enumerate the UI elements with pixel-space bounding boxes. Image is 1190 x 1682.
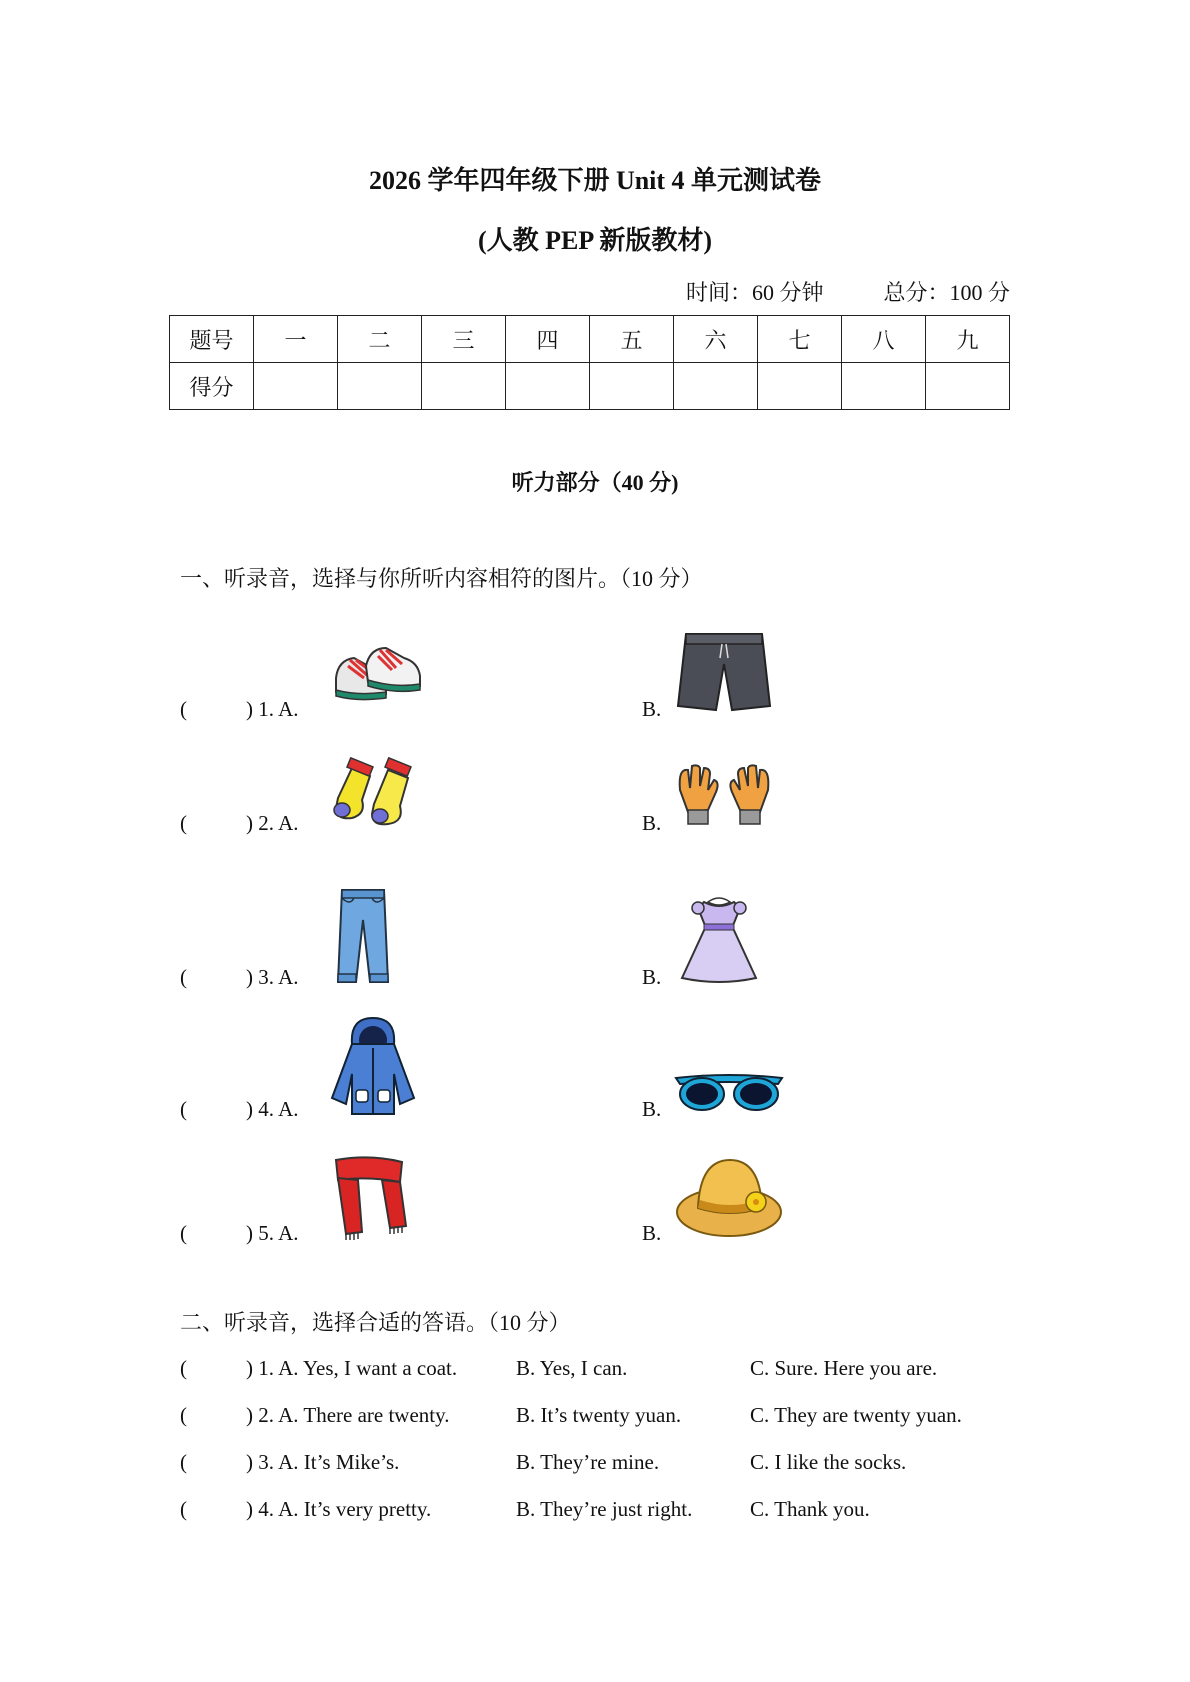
answer-paren[interactable]: ( [180, 1403, 187, 1427]
answer-paren[interactable]: ( [180, 1497, 187, 1521]
option-b-label: B. [642, 965, 662, 989]
score-cell-5: 五 [590, 316, 674, 363]
q1-item-number: ) 5. A. [246, 1221, 299, 1245]
sun-hat-icon[interactable] [674, 1152, 784, 1242]
q2-option-a: ) 4. A. It’s very pretty. [246, 1497, 432, 1521]
score-row-label: 得分 [170, 363, 254, 410]
score-blank[interactable] [254, 363, 338, 410]
score-cell-8: 八 [842, 316, 926, 363]
score-table [169, 315, 1010, 410]
q1-heading: 一、听录音，选择与你所听内容相符的图片。（10 分） [180, 566, 703, 591]
page-title: 2026 学年四年级下册 Unit 4 单元测试卷 [368, 166, 822, 195]
jeans-icon[interactable] [328, 886, 398, 986]
q2-option-c: C. Thank you. [750, 1497, 870, 1521]
score-blank[interactable] [506, 363, 590, 410]
socks-icon[interactable] [328, 748, 428, 832]
sneakers-icon[interactable] [328, 638, 428, 718]
sunglasses-icon[interactable] [674, 1068, 784, 1118]
q2-option-b: B. Yes, I can. [516, 1356, 628, 1380]
answer-paren[interactable]: ( [180, 1097, 187, 1121]
option-b-label: B. [642, 1221, 662, 1245]
q1-item-5 [180, 1136, 1080, 1246]
score-cell-3: 三 [422, 316, 506, 363]
score-blank[interactable] [590, 363, 674, 410]
answer-paren[interactable]: ( [180, 1450, 187, 1474]
gloves-icon[interactable] [674, 762, 774, 832]
score-blank[interactable] [926, 363, 1010, 410]
q2-option-a: ) 2. A. There are twenty. [246, 1403, 450, 1427]
page-subtitle: (人教 PEP 新版教材) [478, 226, 712, 255]
score-cell-2: 二 [338, 316, 422, 363]
answer-paren[interactable]: ( [180, 965, 187, 989]
option-b-label: B. [642, 811, 662, 835]
listening-section-title: 听力部分（40 分) [511, 470, 679, 495]
q1-item-number: ) 1. A. [246, 697, 299, 721]
q2-item-2 [180, 1403, 1080, 1433]
q2-item-3 [180, 1450, 1080, 1480]
q2-option-a: ) 3. A. It’s Mike’s. [246, 1450, 400, 1474]
q1-item-3 [180, 880, 1080, 990]
score-table-score-row [170, 363, 1010, 410]
q1-item-2 [180, 726, 1080, 836]
score-cell-9: 九 [926, 316, 1010, 363]
exam-time: 时间：60 分钟 [685, 280, 824, 305]
answer-paren[interactable]: ( [180, 811, 187, 835]
score-blank[interactable] [422, 363, 506, 410]
shorts-icon[interactable] [674, 628, 774, 718]
score-blank[interactable] [338, 363, 422, 410]
q2-item-4 [180, 1497, 1080, 1527]
q2-option-c: C. I like the socks. [750, 1450, 907, 1474]
q2-heading: 二、听录音，选择合适的答语。（10 分） [180, 1310, 571, 1335]
scarf-icon[interactable] [328, 1152, 412, 1242]
q2-option-b: B. They’re mine. [516, 1450, 660, 1474]
q1-item-1 [180, 612, 1080, 722]
score-table-header-row [170, 316, 1010, 363]
q1-item-number: ) 3. A. [246, 965, 299, 989]
score-blank[interactable] [758, 363, 842, 410]
q1-item-number: ) 2. A. [246, 811, 299, 835]
score-cell-label: 题号 [170, 316, 254, 363]
answer-paren[interactable]: ( [180, 697, 187, 721]
dress-icon[interactable] [674, 896, 764, 986]
q1-item-4 [180, 1012, 1080, 1122]
q2-option-b: B. They’re just right. [516, 1497, 693, 1521]
answer-paren[interactable]: ( [180, 1356, 187, 1380]
q2-option-b: B. It’s twenty yuan. [516, 1403, 682, 1427]
option-b-label: B. [642, 697, 662, 721]
score-cell-1: 一 [254, 316, 338, 363]
q2-item-1 [180, 1356, 1080, 1386]
score-cell-7: 七 [758, 316, 842, 363]
exam-meta [686, 276, 1010, 307]
q2-option-c: C. They are twenty yuan. [750, 1403, 962, 1427]
score-cell-6: 六 [674, 316, 758, 363]
q2-option-a: ) 1. A. Yes, I want a coat. [246, 1356, 458, 1380]
answer-paren[interactable]: ( [180, 1221, 187, 1245]
q2-option-c: C. Sure. Here you are. [750, 1356, 938, 1380]
score-cell-4: 四 [506, 316, 590, 363]
score-blank[interactable] [674, 363, 758, 410]
q1-item-number: ) 4. A. [246, 1097, 299, 1121]
option-b-label: B. [642, 1097, 662, 1121]
score-blank[interactable] [842, 363, 926, 410]
exam-total: 总分：100 分 [883, 280, 1010, 305]
hooded-coat-icon[interactable] [328, 1014, 418, 1118]
